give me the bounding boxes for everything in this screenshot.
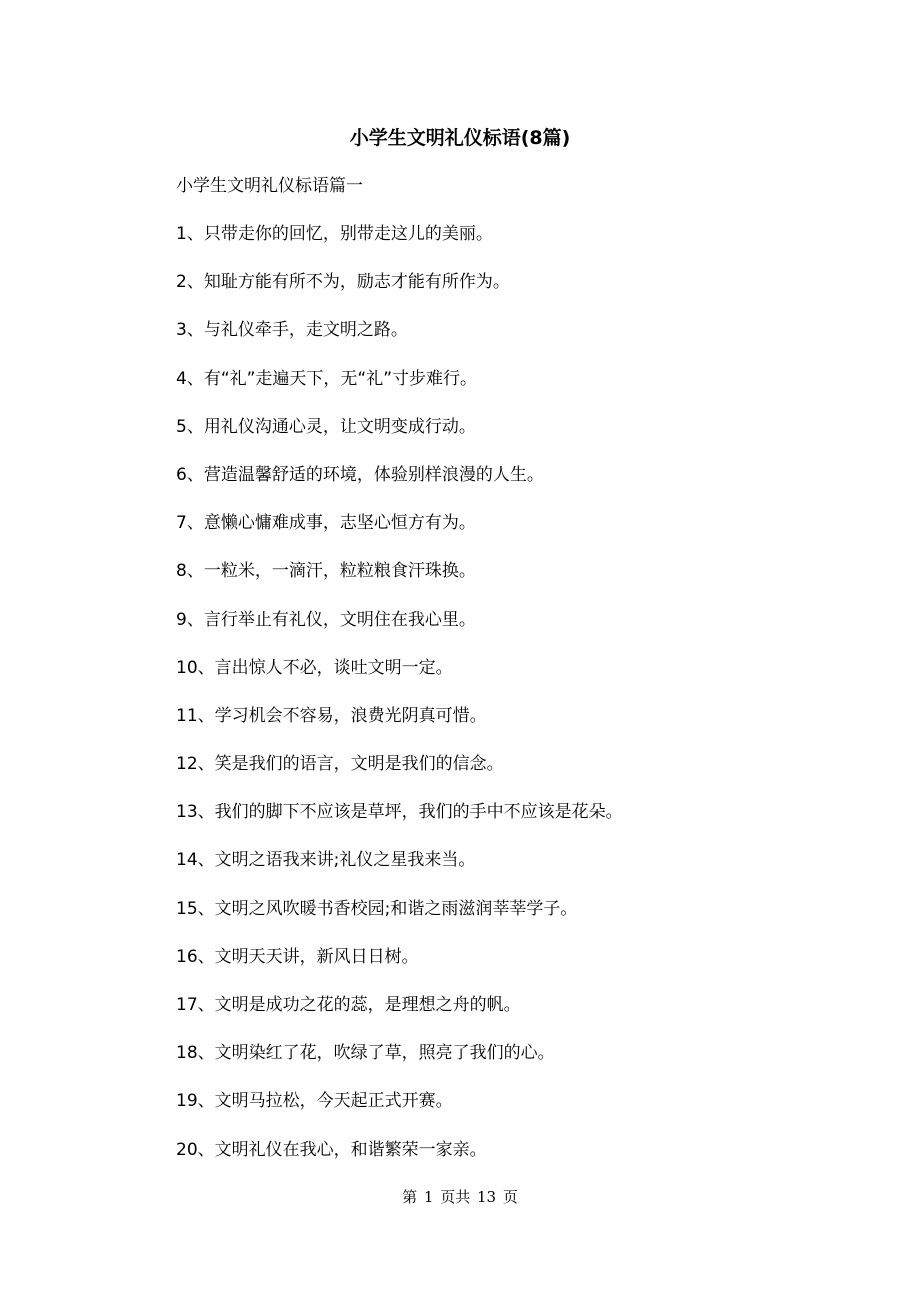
list-item: 16、文明天天讲，新风日日树。 — [176, 946, 419, 967]
list-item: 10、言出惊人不必，谈吐文明一定。 — [176, 657, 453, 678]
section-heading: 小学生文明礼仪标语篇一 — [176, 176, 363, 196]
list-item: 3、与礼仪牵手，走文明之路。 — [176, 320, 408, 341]
list-item: 13、我们的脚下不应该是草坪，我们的手中不应该是花朵。 — [176, 802, 623, 823]
list-item: 15、文明之风吹暖书香校园;和谐之雨滋润莘莘学子。 — [176, 898, 578, 919]
document-title: 小学生文明礼仪标语(8篇) — [349, 127, 571, 149]
list-item: 18、文明染红了花，吹绿了草，照亮了我们的心。 — [176, 1043, 555, 1064]
list-item: 6、营造温馨舒适的环境，体验别样浪漫的人生。 — [176, 464, 544, 485]
list-item: 2、知耻方能有所不为，励志才能有所作为。 — [176, 272, 510, 293]
list-item: 14、文明之语我来讲;礼仪之星我来当。 — [176, 850, 476, 871]
list-item: 17、文明是成功之花的蕊，是理想之舟的帆。 — [176, 995, 521, 1015]
list-item: 20、文明礼仪在我心，和谐繁荣一家亲。 — [176, 1139, 487, 1160]
list-item: 11、学习机会不容易，浪费光阴真可惜。 — [176, 705, 487, 726]
page-footer: 第 1 页共 13 页 — [402, 1188, 518, 1206]
list-item: 5、用礼仪沟通心灵，让文明变成行动。 — [176, 416, 476, 437]
list-item: 4、有“礼”走遍天下，无“礼”寸步难行。 — [176, 368, 478, 389]
list-item: 1、只带走你的回忆，别带走这儿的美丽。 — [176, 224, 493, 244]
list-item: 7、意懒心慵难成事，志坚心恒方有为。 — [176, 513, 476, 534]
list-item: 12、笑是我们的语言，文明是我们的信念。 — [176, 754, 504, 775]
slogan-list — [176, 221, 623, 1185]
list-item: 9、言行举止有礼仪，文明住在我心里。 — [176, 609, 476, 630]
list-item: 19、文明马拉松，今天起正式开赛。 — [176, 1091, 453, 1112]
list-item: 8、一粒米，一滴汗，粒粒粮食汗珠换。 — [176, 561, 476, 582]
